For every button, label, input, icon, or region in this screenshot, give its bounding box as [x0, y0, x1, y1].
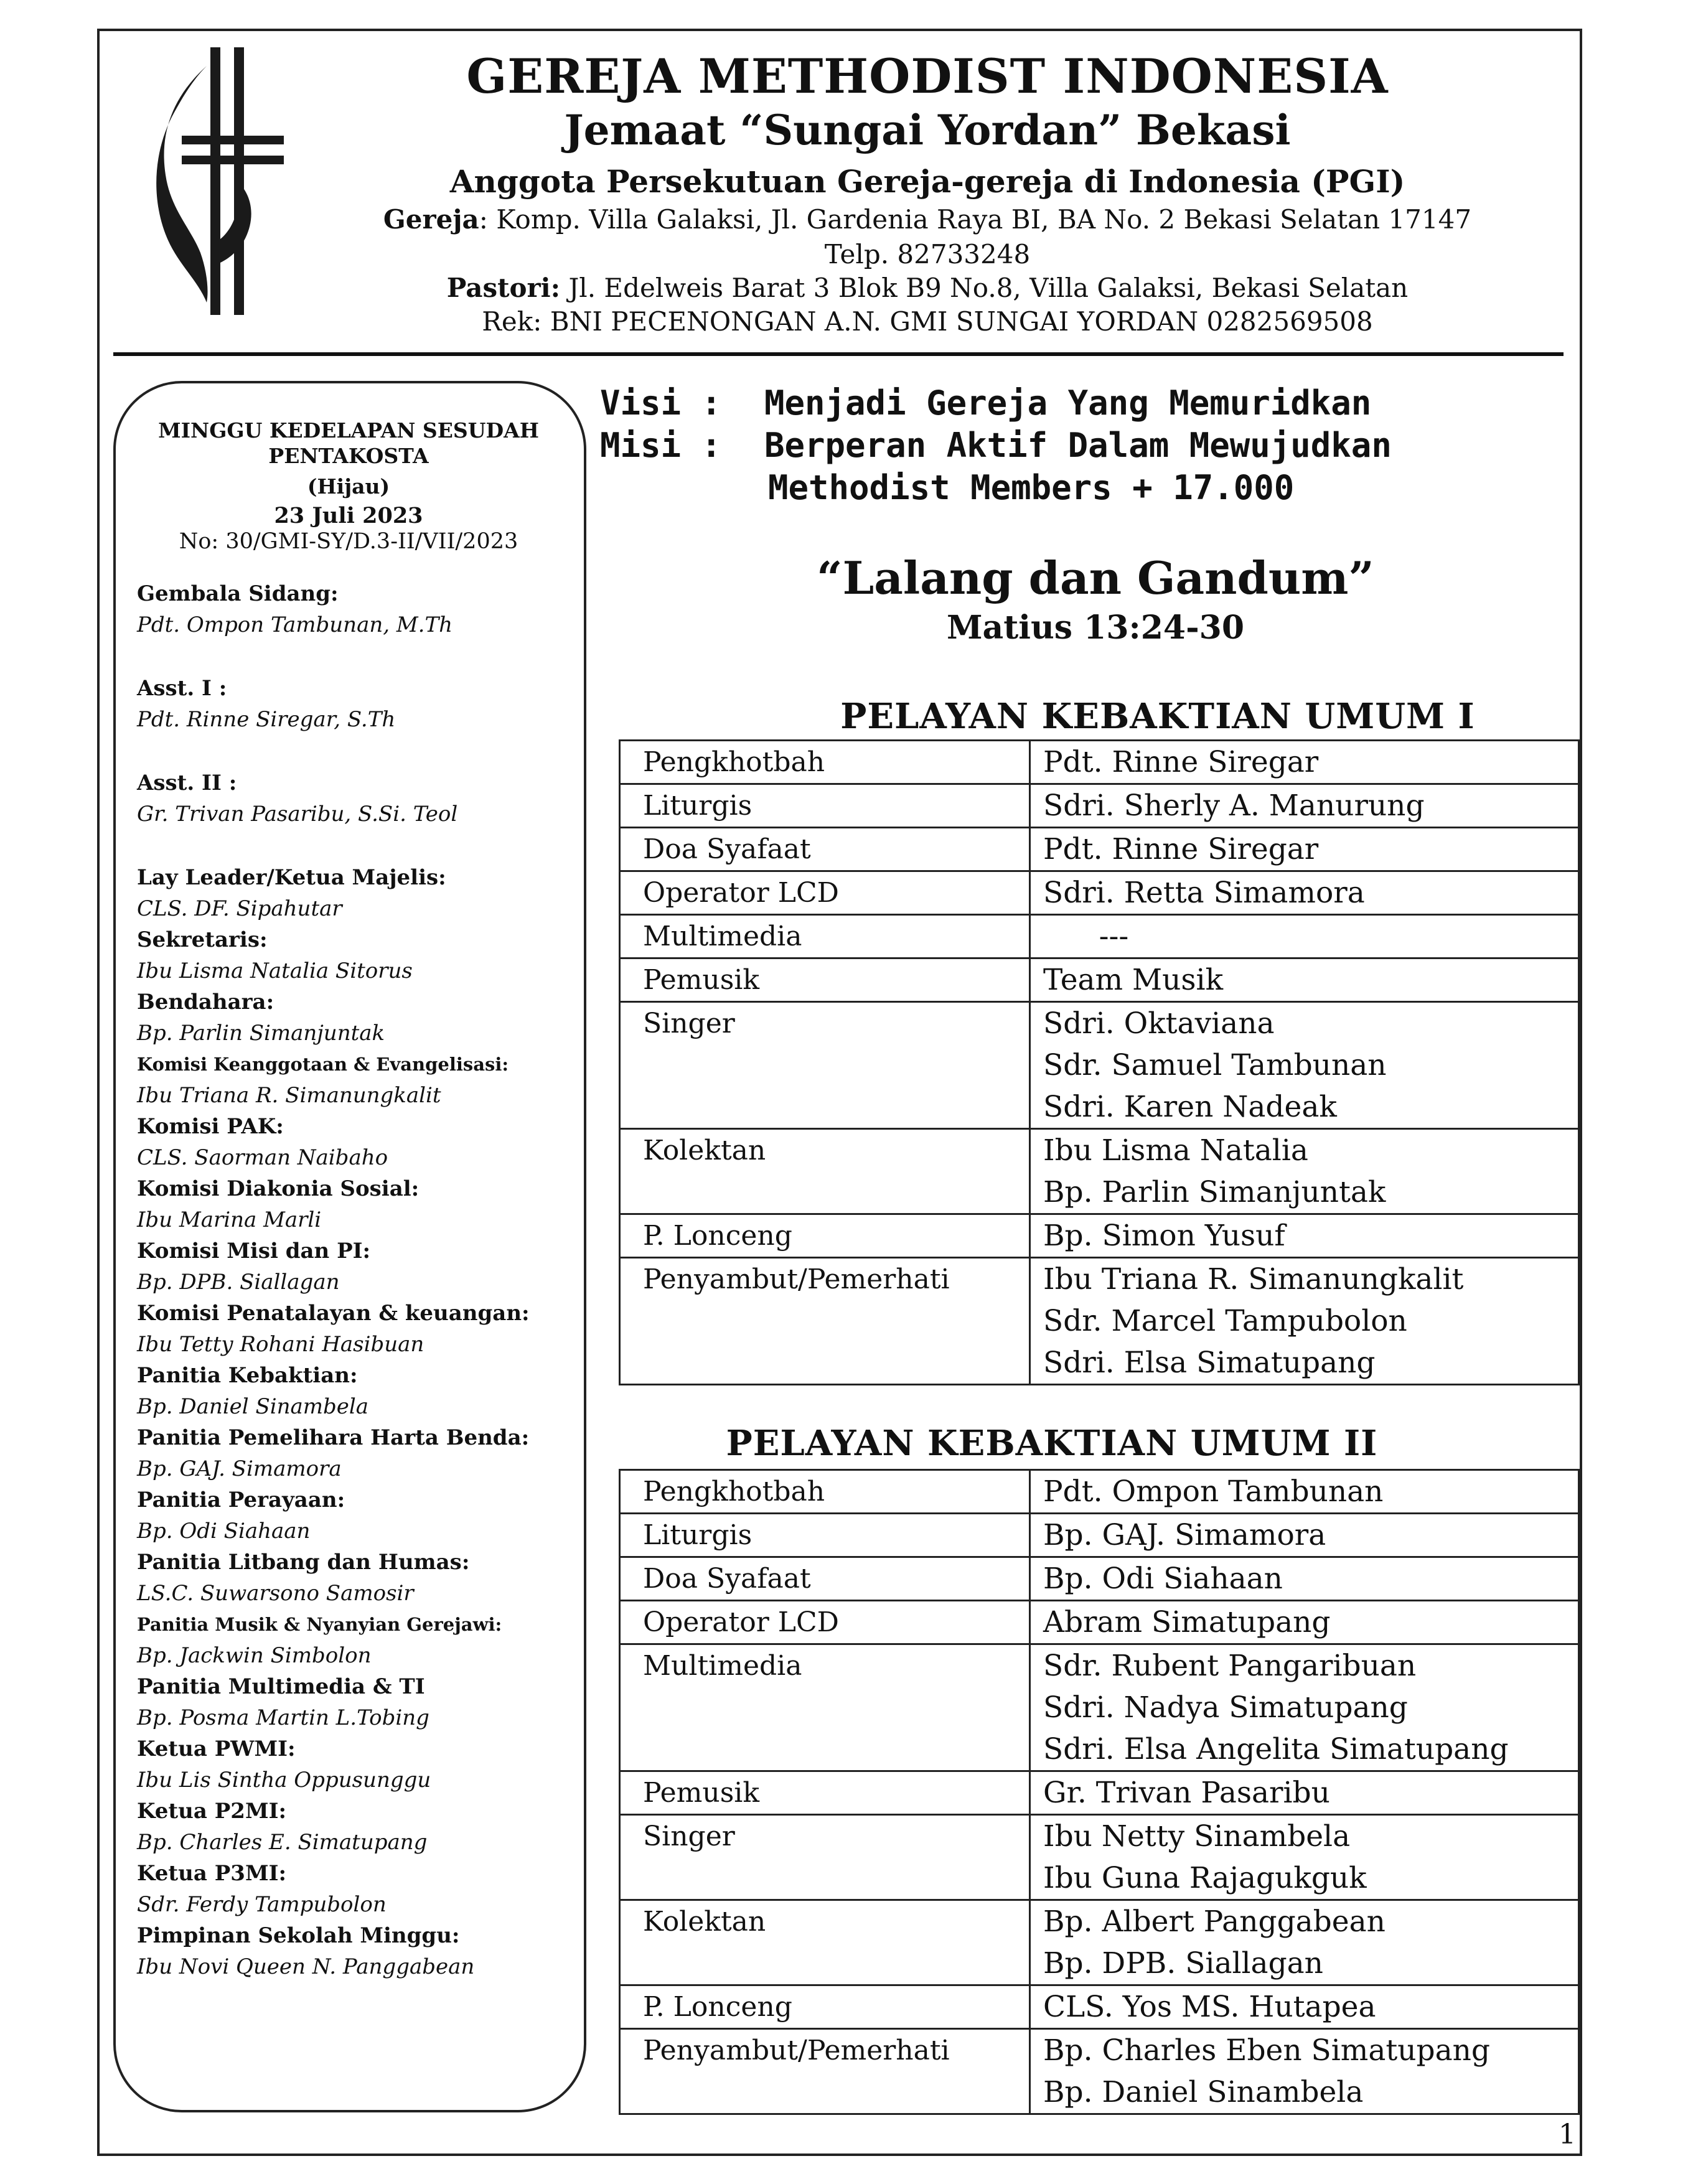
names-cell: [1030, 958, 1579, 1002]
names-cell: [1030, 1002, 1579, 1129]
header-divider: [113, 352, 1564, 356]
church-address: [274, 204, 1581, 235]
role-label: Pemusik: [643, 1777, 760, 1809]
table-row: [620, 1002, 1579, 1129]
service2-table: [619, 1469, 1580, 2115]
church-address-text: : Komp. Villa Galaksi, Jl. Gardenia Raya BI, BA No. 2 Bekasi Selatan 17147: [479, 204, 1472, 235]
role-label: Pengkhotbah: [643, 746, 825, 778]
server-name: Abram Simatupang: [1043, 1605, 1331, 1639]
officer-role: Panitia Perayaan:: [137, 1488, 345, 1512]
role-cell: [620, 1002, 1030, 1129]
officer-role: Komisi Misi dan PI:: [137, 1239, 371, 1263]
phone-line: Telp. 82733248: [824, 239, 1031, 269]
server-name: Pdt. Rinne Siregar: [1043, 832, 1319, 866]
names-cell: [1030, 1815, 1579, 1900]
names-cell: [1030, 1470, 1579, 1514]
server-name: Pdt. Rinne Siregar: [1043, 745, 1319, 779]
role-label: Pengkhotbah: [643, 1476, 825, 1507]
server-name: Sdri. Sherly A. Manurung: [1043, 789, 1425, 823]
table-row: [620, 871, 1579, 915]
mission-label: Misi :: [600, 426, 722, 465]
membership-line: Anggota Persekutuan Gereja-gereja di Indonesia (PGI): [449, 163, 1405, 200]
officer-role: Panitia Kebaktian:: [137, 1363, 358, 1388]
server-name: Ibu Lisma Natalia: [1043, 1133, 1308, 1168]
names-cell: [1030, 741, 1579, 784]
officer-name: Ibu Tetty Rohani Hasibuan: [137, 1332, 424, 1357]
officer-role: Lay Leader/Ketua Majelis:: [137, 865, 446, 890]
server-name: Bp. Albert Panggabean: [1043, 1905, 1386, 1939]
officer-role: Komisi Keanggotaan & Evangelisasi:: [137, 1054, 509, 1075]
officer-role: Panitia Multimedia & TI: [137, 1674, 425, 1699]
bulletin-date: 23 Juli 2023: [274, 503, 423, 528]
role-cell: [620, 1557, 1030, 1601]
role-cell: [620, 915, 1030, 958]
officer-entry: [137, 579, 573, 641]
officer-role: Asst. I :: [137, 676, 227, 701]
table-row: [620, 1470, 1579, 1514]
role-cell: [620, 1900, 1030, 1985]
role-cell: [620, 1514, 1030, 1557]
names-cell: [1030, 1129, 1579, 1214]
page-number: 1: [1559, 2119, 1576, 2150]
server-name: Sdri. Oktaviana: [1043, 1006, 1275, 1041]
role-label: Kolektan: [643, 1135, 766, 1166]
role-cell: [620, 1470, 1030, 1514]
server-name: Ibu Guna Rajagukguk: [1043, 1861, 1367, 1895]
officer-role: Panitia Litbang dan Humas:: [137, 1550, 470, 1575]
officer-name: Bp. Parlin Simanjuntak: [137, 1021, 385, 1046]
role-label: Penyambut/Pemerhati: [643, 1263, 950, 1295]
officer-name: Bp. Posma Martin L.Tobing: [137, 1705, 429, 1730]
officer-role: Ketua P2MI:: [137, 1799, 287, 1824]
officer-name: Bp. GAJ. Simamora: [137, 1456, 342, 1481]
role-label: Multimedia: [643, 921, 802, 952]
table-row: [620, 2029, 1579, 2114]
table-row: [620, 958, 1579, 1002]
table-row: [620, 741, 1579, 784]
role-label: Singer: [643, 1821, 735, 1852]
table-row: [620, 1514, 1579, 1557]
role-cell: [620, 1258, 1030, 1385]
server-name: ---: [1043, 919, 1129, 954]
names-cell: [1030, 1771, 1579, 1815]
congregation-name: Jemaat “Sungai Yordan” Bekasi: [564, 106, 1291, 154]
names-cell: [1030, 2029, 1579, 2114]
officer-role: Pimpinan Sekolah Minggu:: [137, 1923, 460, 1948]
officer-name: Gr. Trivan Pasaribu, S.Si. Teol: [137, 802, 458, 827]
names-cell: [1030, 1985, 1579, 2029]
sermon-title: “Lalang dan Gandum”: [817, 551, 1374, 604]
officer-name: CLS. Saorman Naibaho: [137, 1145, 388, 1170]
server-name: Sdri. Nadya Simatupang: [1043, 1690, 1408, 1725]
role-label: Penyambut/Pemerhati: [643, 2035, 950, 2066]
officer-role: Komisi Diakonia Sosial:: [137, 1176, 420, 1201]
role-cell: [620, 828, 1030, 871]
officer-name: Bp. Charles E. Simatupang: [137, 1830, 428, 1855]
officer-name: Ibu Lisma Natalia Sitorus: [137, 958, 413, 983]
role-label: Doa Syafaat: [643, 833, 811, 865]
mission-text-line1: Berperan Aktif Dalam Mewujudkan: [764, 426, 1392, 465]
role-cell: [620, 958, 1030, 1002]
names-cell: [1030, 915, 1579, 958]
server-name: Ibu Triana R. Simanungkalit: [1043, 1262, 1464, 1296]
officer-role: Ketua P3MI:: [137, 1861, 287, 1886]
officer-name: Ibu Triana R. Simanungkalit: [137, 1083, 441, 1108]
table-row: [620, 1644, 1579, 1771]
officer-list: [137, 863, 573, 1983]
server-name: Pdt. Ompon Tambunan: [1043, 1474, 1384, 1509]
sermon-reference: Matius 13:24-30: [946, 609, 1245, 647]
table-row: [620, 1900, 1579, 1985]
role-label: Kolektan: [643, 1906, 766, 1938]
bank-account: Rek: BNI PECENONGAN A.N. GMI SUNGAI YORDAN 0282569508: [482, 306, 1373, 337]
role-label: Pemusik: [643, 964, 760, 996]
names-cell: [1030, 1514, 1579, 1557]
server-name: Bp. Odi Siahaan: [1043, 1562, 1283, 1596]
parsonage-text: Jl. Edelweis Barat 3 Blok B9 No.8, Villa Galaksi, Bekasi Selatan: [560, 273, 1409, 303]
parsonage-label: Pastori:: [446, 273, 561, 303]
officer-name: Bp. Daniel Sinambela: [137, 1394, 369, 1419]
role-cell: [620, 2029, 1030, 2114]
server-name: Gr. Trivan Pasaribu: [1043, 1776, 1330, 1810]
officer-role: Panitia Musik & Nyanyian Gerejawi:: [137, 1614, 502, 1635]
names-cell: [1030, 1557, 1579, 1601]
officer-name: Pdt. Ompon Tambunan, M.Th: [137, 612, 453, 637]
table-row: [620, 1258, 1579, 1385]
server-name: Ibu Netty Sinambela: [1043, 1819, 1351, 1854]
server-name: Bp. DPB. Siallagan: [1043, 1946, 1323, 1980]
role-cell: [620, 1601, 1030, 1644]
role-label: Singer: [643, 1008, 735, 1039]
officer-name: Bp. Jackwin Simbolon: [137, 1643, 372, 1668]
officer-name: Ibu Marina Marli: [137, 1207, 322, 1232]
server-name: Sdr. Samuel Tambunan: [1043, 1048, 1387, 1082]
table-row: [620, 828, 1579, 871]
role-label: Multimedia: [643, 1650, 802, 1682]
role-cell: [620, 784, 1030, 828]
server-name: Bp. Charles Eben Simatupang: [1043, 2033, 1490, 2068]
table-row: [620, 915, 1579, 958]
officer-name: Pdt. Rinne Siregar, S.Th: [137, 707, 396, 732]
server-name: Bp. Simon Yusuf: [1043, 1219, 1285, 1253]
officer-name: Ibu Lis Sintha Oppusunggu: [137, 1768, 431, 1793]
server-name: Sdri. Karen Nadeak: [1043, 1090, 1337, 1124]
names-cell: [1030, 1258, 1579, 1385]
server-name: Sdr. Marcel Tampubolon: [1043, 1304, 1407, 1338]
officer-role: Bendahara:: [137, 990, 274, 1015]
officer-role: Gembala Sidang:: [137, 581, 339, 606]
role-label: P. Lonceng: [643, 1220, 792, 1252]
officer-role: Komisi PAK:: [137, 1114, 284, 1139]
names-cell: [1030, 828, 1579, 871]
methodist-cross-flame-logo: [147, 41, 284, 315]
server-name: Bp. Parlin Simanjuntak: [1043, 1175, 1386, 1209]
officer-role: Asst. II :: [137, 771, 237, 795]
service2-heading: PELAYAN KEBAKTIAN UMUM II: [726, 1423, 1378, 1464]
role-cell: [620, 1771, 1030, 1815]
role-label: Liturgis: [643, 790, 753, 822]
server-name: Sdr. Rubent Pangaribuan: [1043, 1649, 1417, 1683]
service1-table: [619, 739, 1580, 1385]
vision-label: Visi :: [600, 383, 722, 423]
table-row: [620, 1557, 1579, 1601]
officer-role: Ketua PWMI:: [137, 1736, 296, 1761]
role-cell: [620, 1985, 1030, 2029]
liturgical-week-line1: MINGGU KEDELAPAN SESUDAH: [158, 418, 539, 443]
table-row: [620, 1815, 1579, 1900]
table-row: [620, 1601, 1579, 1644]
names-cell: [1030, 1214, 1579, 1258]
service1-heading: PELAYAN KEBAKTIAN UMUM I: [840, 696, 1475, 737]
officer-role: Panitia Pemelihara Harta Benda:: [137, 1425, 530, 1450]
officer-name: Sdr. Ferdy Tampubolon: [137, 1892, 387, 1917]
role-label: Operator LCD: [643, 877, 839, 909]
server-name: CLS. Yos MS. Hutapea: [1043, 1990, 1376, 2024]
officer-name: CLS. DF. Sipahutar: [137, 896, 342, 921]
table-row: [620, 1214, 1579, 1258]
role-cell: [620, 1129, 1030, 1214]
names-cell: [1030, 784, 1579, 828]
mission-text-line2: Methodist Members + 17.000: [768, 468, 1295, 507]
vision-text: Menjadi Gereja Yang Memuridkan: [764, 383, 1372, 423]
officer-entry: [137, 673, 573, 736]
officer-role: Sekretaris:: [137, 927, 268, 952]
server-name: Bp. Daniel Sinambela: [1043, 2075, 1364, 2109]
bulletin-number: No: 30/GMI-SY/D.3-II/VII/2023: [179, 529, 518, 554]
officer-entry: [137, 768, 573, 830]
officer-role: Komisi Penatalayan & keuangan:: [137, 1301, 530, 1326]
table-row: [620, 1985, 1579, 2029]
names-cell: [1030, 1644, 1579, 1771]
role-cell: [620, 741, 1030, 784]
table-row: [620, 784, 1579, 828]
table-row: [620, 1771, 1579, 1815]
role-cell: [620, 1815, 1030, 1900]
parsonage-address: [274, 273, 1581, 303]
church-address-label: Gereja: [383, 204, 479, 235]
names-cell: [1030, 871, 1579, 915]
role-cell: [620, 871, 1030, 915]
church-title: GEREJA METHODIST INDONESIA: [466, 49, 1389, 104]
liturgical-color: (Hijau): [307, 474, 390, 499]
server-name: Sdri. Elsa Simatupang: [1043, 1346, 1376, 1380]
table-row: [620, 1129, 1579, 1214]
role-label: P. Lonceng: [643, 1991, 792, 2023]
server-name: Bp. GAJ. Simamora: [1043, 1518, 1326, 1552]
role-cell: [620, 1644, 1030, 1771]
role-label: Operator LCD: [643, 1606, 839, 1638]
officer-name: Ibu Novi Queen N. Panggabean: [137, 1954, 475, 1979]
names-cell: [1030, 1900, 1579, 1985]
server-name: Sdri. Elsa Angelita Simatupang: [1043, 1732, 1509, 1766]
liturgical-week-line2: PENTAKOSTA: [268, 444, 429, 468]
server-name: Team Musik: [1043, 963, 1224, 997]
role-label: Liturgis: [643, 1519, 753, 1551]
role-cell: [620, 1214, 1030, 1258]
officer-name: Bp. DPB. Siallagan: [137, 1270, 340, 1295]
officer-name: LS.C. Suwarsono Samosir: [137, 1581, 414, 1606]
role-label: Doa Syafaat: [643, 1563, 811, 1595]
officer-name: Bp. Odi Siahaan: [137, 1519, 311, 1544]
server-name: Sdri. Retta Simamora: [1043, 876, 1365, 910]
names-cell: [1030, 1601, 1579, 1644]
